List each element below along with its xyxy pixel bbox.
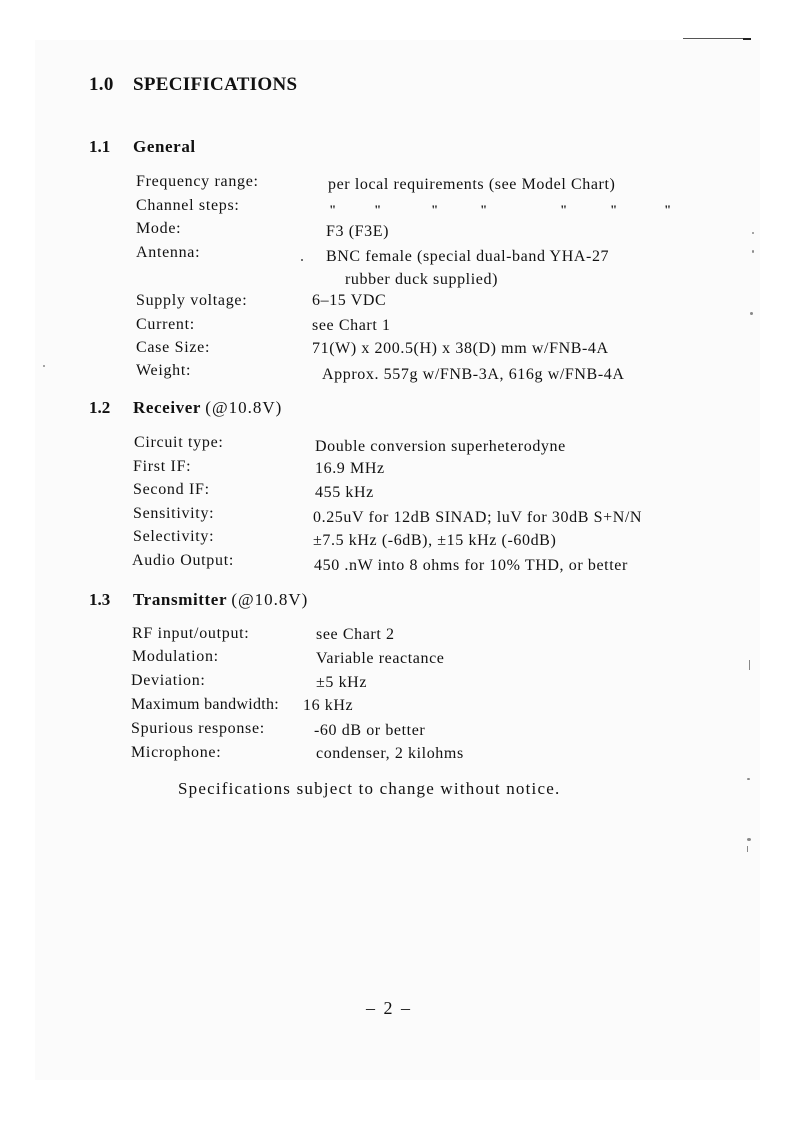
- spec-label: Deviation:: [131, 672, 206, 689]
- spec-value: 450 .nW into 8 ohms for 10% THD, or better: [314, 557, 628, 574]
- spec-value-continued: rubber duck supplied): [345, 271, 499, 288]
- ditto-mark: ": [560, 202, 568, 217]
- section-title: Receiver: [133, 398, 202, 417]
- section-number: 1.2: [89, 398, 111, 417]
- spec-label: First IF:: [133, 458, 192, 475]
- spec-label: Current:: [136, 316, 195, 333]
- spec-value: F3 (F3E): [326, 223, 390, 240]
- spec-value: ±5 kHz: [316, 674, 368, 691]
- spec-value: see Chart 1: [312, 317, 391, 334]
- spec-label: Maximum bandwidth:: [131, 696, 280, 713]
- spec-value: 0.25uV for 12dB SINAD; luV for 30dB S+N/N: [313, 509, 643, 526]
- ditto-mark: ": [374, 202, 382, 217]
- spec-value: per local requirements (see Model Chart): [328, 176, 616, 193]
- main-heading-number: 1.0: [89, 74, 114, 95]
- section-number: 1.1: [89, 137, 111, 156]
- scan-speck: [747, 838, 751, 841]
- scan-speck: [747, 846, 748, 852]
- spec-value: 455 kHz: [315, 484, 374, 501]
- scan-speck: [43, 365, 45, 367]
- spec-value: Double conversion superheterodyne: [315, 438, 566, 455]
- spec-value: 16 kHz: [303, 697, 354, 714]
- ditto-mark: ": [664, 202, 672, 217]
- scan-speck: [747, 778, 750, 780]
- main-heading-title: SPECIFICATIONS: [133, 74, 298, 95]
- spec-label: Audio Output:: [132, 552, 234, 569]
- spec-label: Sensitivity:: [133, 505, 215, 522]
- note-label: Specifications: [178, 779, 292, 798]
- spec-label: Second IF:: [133, 481, 210, 498]
- spec-value: 16.9 MHz: [315, 460, 385, 477]
- scan-speck: [750, 312, 753, 315]
- ditto-mark: ": [480, 202, 488, 217]
- spec-label: Supply voltage:: [136, 292, 248, 309]
- note-text: subject to change without notice.: [296, 779, 561, 798]
- spec-value: 6–15 VDC: [312, 292, 387, 309]
- spec-label: Frequency range:: [136, 173, 259, 190]
- section-heading-general: [89, 137, 196, 157]
- spec-label: Channel steps:: [136, 197, 240, 214]
- ditto-mark: ": [610, 202, 618, 217]
- spec-value: see Chart 2: [316, 626, 395, 643]
- spec-label: Modulation:: [132, 648, 219, 665]
- ditto-mark: ": [431, 202, 439, 217]
- scan-speck: [749, 660, 750, 670]
- section-condition: (@10.8V): [205, 398, 283, 417]
- spec-label: Antenna:: [136, 244, 201, 261]
- spec-label: Mode:: [136, 220, 182, 237]
- spec-value: Approx. 557g w/FNB-3A, 616g w/FNB-4A: [322, 366, 625, 383]
- scan-speck: [752, 232, 754, 234]
- section-condition: (@10.8V): [231, 590, 309, 609]
- specifications-note: [178, 779, 560, 799]
- section-heading-transmitter: [89, 590, 308, 610]
- spec-value: 71(W) x 200.5(H) x 38(D) mm w/FNB-4A: [312, 340, 609, 357]
- section-heading-receiver: [89, 398, 282, 418]
- spec-value: BNC female (special dual-band YHA-27: [326, 248, 610, 265]
- main-heading: [89, 74, 297, 96]
- spec-value: Variable reactance: [316, 650, 445, 667]
- spec-label: RF input/output:: [132, 625, 250, 642]
- spec-value: ±7.5 kHz (-6dB), ±15 kHz (-60dB): [313, 532, 557, 549]
- scan-speck: [301, 259, 303, 261]
- spec-value: condenser, 2 kilohms: [316, 745, 464, 762]
- spec-label: Microphone:: [131, 744, 222, 761]
- ditto-mark: ": [329, 202, 337, 217]
- page-number: – 2 –: [366, 998, 412, 1018]
- spec-label: Weight:: [136, 362, 192, 379]
- spec-label: Selectivity:: [133, 528, 215, 545]
- scan-speck: [752, 250, 754, 253]
- section-title: General: [133, 137, 196, 156]
- section-title: Transmitter: [133, 590, 228, 609]
- spec-label: Case Size:: [136, 339, 211, 356]
- section-number: 1.3: [89, 590, 111, 609]
- spec-value: -60 dB or better: [314, 722, 426, 739]
- spec-label: Circuit type:: [134, 434, 224, 451]
- spec-label: Spurious response:: [131, 720, 265, 737]
- top-rule: [683, 38, 751, 39]
